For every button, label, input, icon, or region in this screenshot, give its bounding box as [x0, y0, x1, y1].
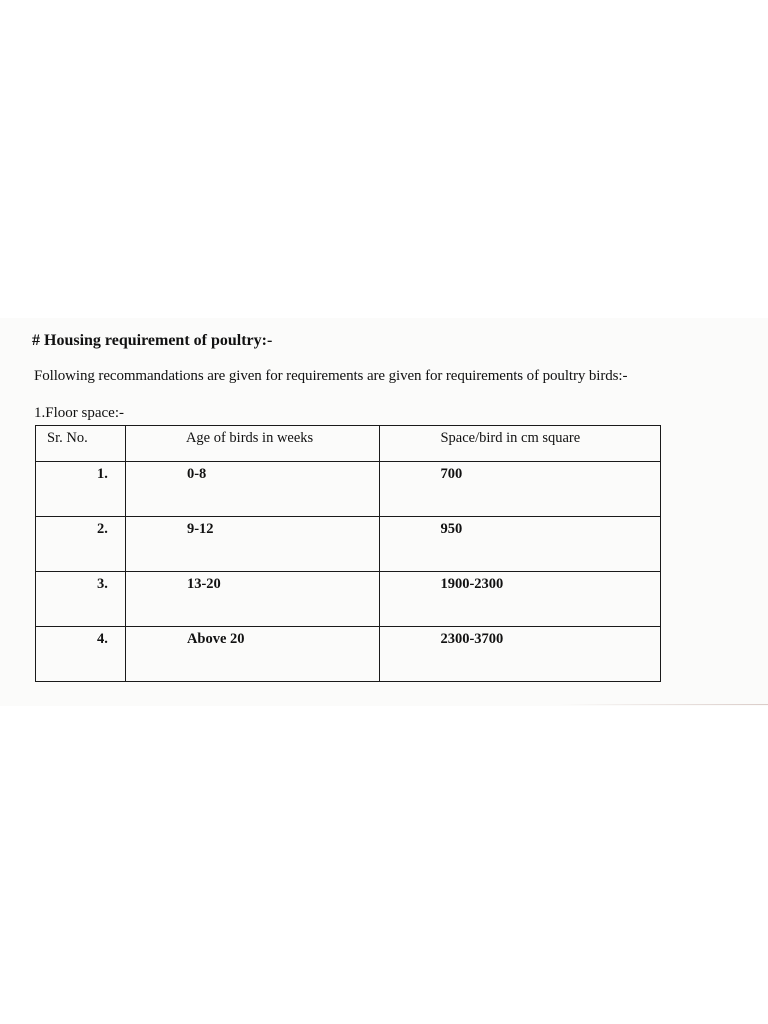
cell-space: 950 [380, 517, 661, 572]
table-row [36, 517, 661, 572]
header-space-per-bird: Space/bird in cm square [380, 426, 661, 462]
cell-sr-no: 1. [36, 462, 126, 517]
section-title-floor-space: 1.Floor space:- [34, 405, 124, 421]
table-header-row [36, 426, 661, 462]
cell-sr-no: 4. [36, 627, 126, 682]
cell-age: Above 20 [125, 627, 380, 682]
cell-sr-no: 3. [36, 572, 126, 627]
table-row [36, 627, 661, 682]
table-row [36, 572, 661, 627]
intro-paragraph: Following recommandations are given for requirements are given for requirements of poultry birds:- [34, 368, 628, 384]
header-age-weeks: Age of birds in weeks [125, 426, 380, 462]
header-sr-no: Sr. No. [36, 426, 126, 462]
photo-edge-shadow [560, 704, 768, 705]
cell-space: 700 [380, 462, 661, 517]
cell-sr-no: 2. [36, 517, 126, 572]
table-row [36, 462, 661, 517]
cell-age: 0-8 [125, 462, 380, 517]
floor-space-table [35, 425, 661, 682]
cell-age: 9-12 [125, 517, 380, 572]
page-heading: # Housing requirement of poultry:- [32, 332, 273, 349]
cell-space: 1900-2300 [380, 572, 661, 627]
cell-age: 13-20 [125, 572, 380, 627]
cell-space: 2300-3700 [380, 627, 661, 682]
